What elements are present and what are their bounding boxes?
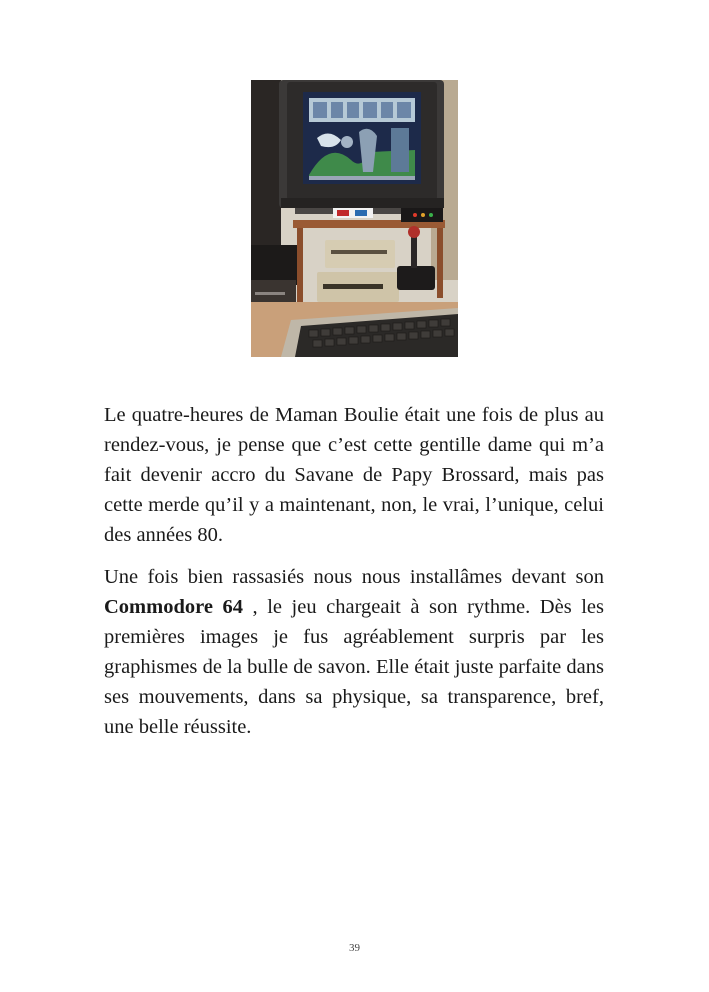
- paragraph-2: [104, 562, 604, 742]
- paragraph-2-end: , le jeu chargeait à son rythme. Dès les premières images je fus agréablement surpris par les graphismes de la bulle de savon. Elle était juste parfaite dans ses mouvements, dans sa physique, sa transparence, bref, une belle réussite.: [104, 596, 604, 738]
- paragraph-1: Le quatre-heures de Maman Boulie était une fois de plus au rendez-vous, je pense que c’est cette gentille dame qui m’a fait devenir accro du Savane de Papy Brossard, mais pas cette merde qu’il y a maintenant, non, le vrai, l’unique, celui des années 80.: [104, 404, 604, 546]
- body-text: [104, 400, 604, 754]
- page-number: 39: [349, 942, 360, 954]
- commodore-64-bold: Commodore 64: [104, 596, 243, 618]
- paragraph-2-start: Une fois bien rassasiés nous nous installâmes devant son: [104, 566, 604, 588]
- retro-computer-photo: [251, 80, 458, 357]
